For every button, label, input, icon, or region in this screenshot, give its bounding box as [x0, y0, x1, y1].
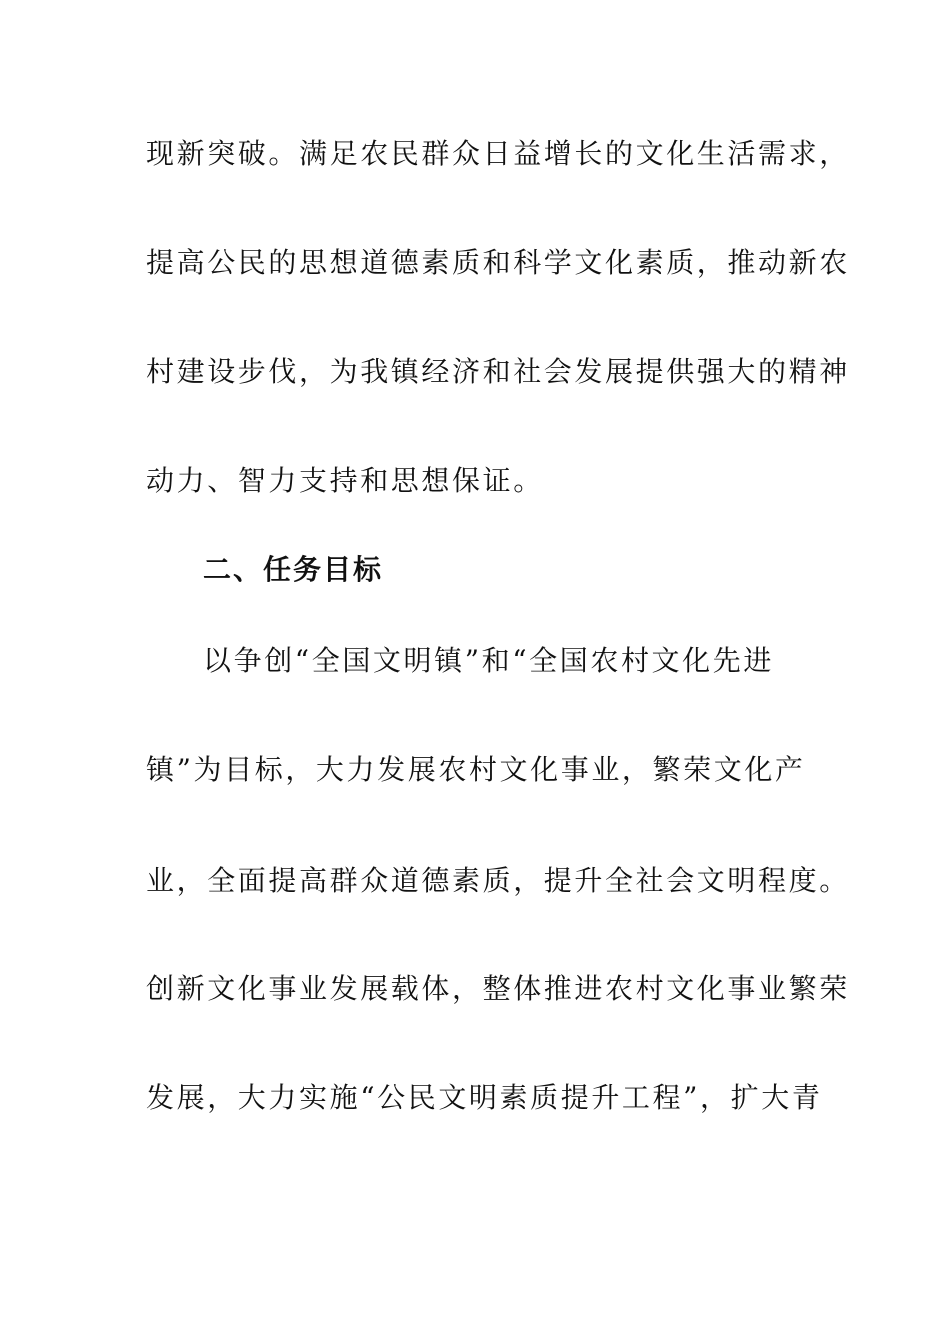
paragraph-line-2: 提高公民的思想道德素质和科学文化素质，推动新农 [146, 246, 850, 279]
section-heading: 二、任务目标 [203, 553, 384, 586]
paragraph-line-1: 现新突破。满足农民群众日益增长的文化生活需求， [146, 137, 850, 170]
section-line-5: 发展，大力实施“公民文明素质提升工程”，扩大青 [146, 1081, 823, 1114]
section-line-2: 镇”为目标，大力发展农村文化事业，繁荣文化产 [146, 753, 806, 786]
paragraph-line-3: 村建设步伐，为我镇经济和社会发展提供强大的精神 [146, 355, 850, 388]
paragraph-line-4: 动力、智力支持和思想保证。 [146, 464, 544, 497]
section-line-1: 以争创“全国文明镇”和“全国农村文化先进 [203, 644, 774, 677]
section-line-4: 创新文化事业发展载体，整体推进农村文化事业繁荣 [146, 972, 850, 1005]
section-line-3: 业，全面提高群众道德素质，提升全社会文明程度。 [146, 864, 850, 897]
